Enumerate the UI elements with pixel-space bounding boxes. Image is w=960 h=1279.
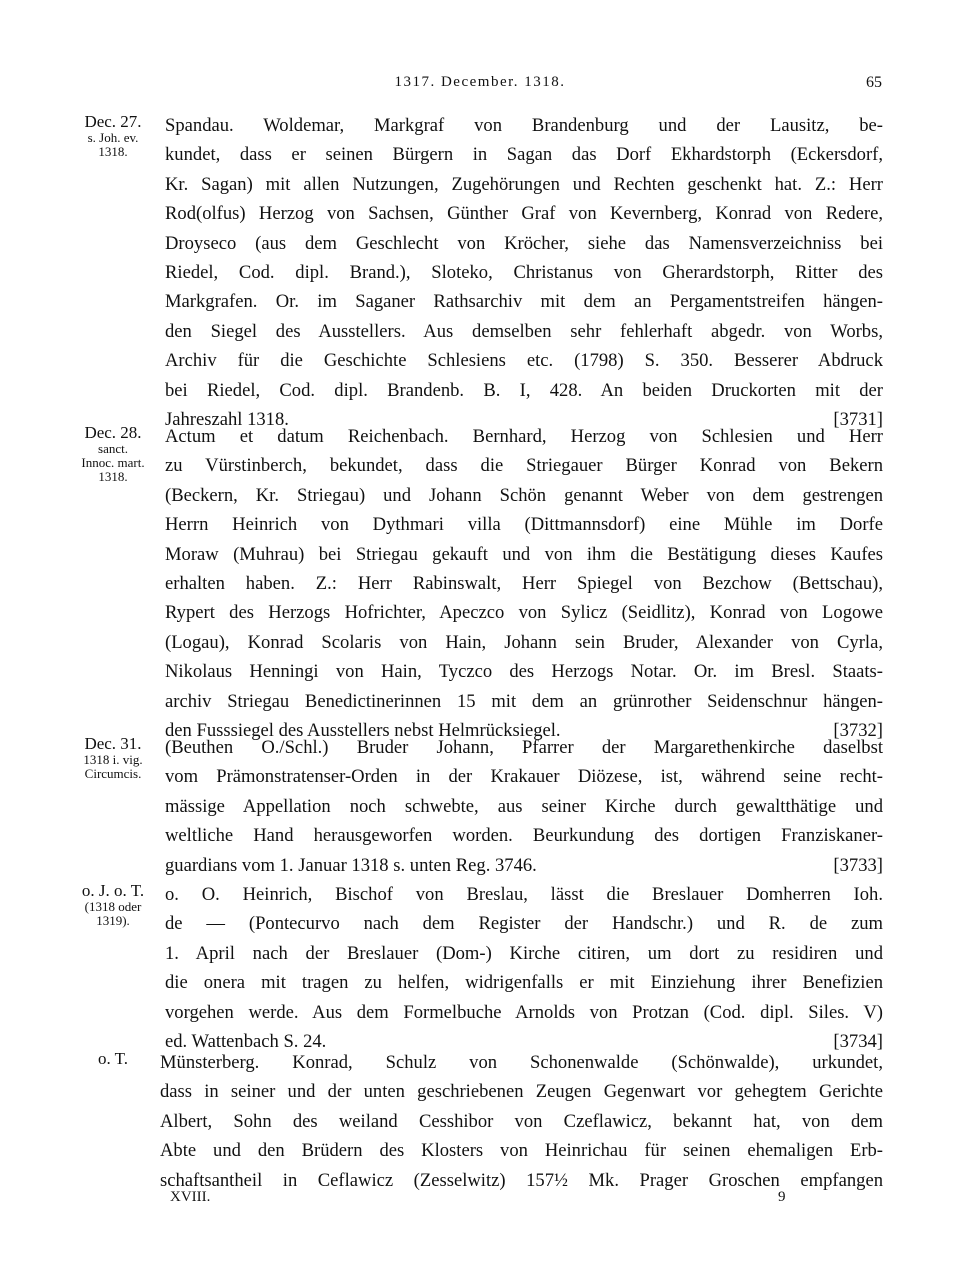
entry-text: Spandau. Woldemar, Markgraf von Brandenburg und der Lausitz, be- kundet, dass er seinen Bürgern in Sagan das Dorf Ekhardstorph (Eckersdorf, Kr. Sagan) mit allen Nutzungen, Zugehörungen und Rechten geschenkt hat. Z.: Herr Rod(olfus) Herzog von Sachsen, Günther Graf von Kevernberg, Konrad von Redere, Droyseco (aus dem Geschlecht von Kröcher, siehe das Namensverzeichniss bei Riedel, Cod. dipl. Brand.), Sloteko, Christanus von Gherardstorph, Ritter des Markgrafen. Or. im Saganer Rathsarchiv mit dem an Pergamentstreifen hängen- den Siegel des Ausstellers. Aus demselben sehr fehlerhaft abgedr. von Worbs, Archiv für die Geschichte Schlesiens etc. (1798) S. 350. Besserer Abdruck bei Riedel, Cod. dipl. Brandenb. B. I, 428. An beiden Druckorten mit der Jahreszahl 1318. [3731] [165, 111, 883, 434]
register-number: [3733] [833, 854, 883, 876]
entry-text: (Beuthen O./Schl.) Bruder Johann, Pfarrer der Margarethenkirche daselbst vom Prämonstratenser-Orden in der Krakauer Diözese, ist, während seine recht- mässige Appellation noch schwebte, aus seiner Kirche durch gewaltthätige und weltliche Hand herausgeworfen worden. Beurkundung des dortigen Franziskaner- guardians vom 1. Januar 1318 s. unten Reg. 3746. [3733] [165, 733, 883, 880]
running-title: 1317. December. 1318. [394, 74, 566, 90]
entry-date: Dec. 31. 1318 i. vig. Circumcis. [83, 734, 143, 782]
entry-date: o. T. [97, 1049, 129, 1068]
entry-date: o. J. o. T. (1318 oder 1319). [81, 881, 145, 929]
page-number: 65 [866, 74, 882, 91]
page-header [0, 74, 960, 98]
sheet-number: 9 [778, 1189, 786, 1205]
entry-text: o. O. Heinrich, Bischof von Breslau, lässt die Breslauer Domherren Ioh. de — (Pontecurvo nach dem Register der Handschr.) und R. de zum 1. April nach der Breslauer (Dom-) Kirche citiren, um dort zu residiren und die onera mit tragen zu helfen, widrigenfalls er mit Einziehung ihrer Benefizien vorgehen werde. Aus dem Formelbuche Arnolds von Protzan (Cod. dipl. Siles. V) ed. Wattenbach S. 24. [3734] [165, 880, 883, 1056]
entry-text: Münsterberg. Konrad, Schulz von Schonenwalde (Schönwalde), urkundet, dass in seiner und der unten geschriebenen Zeugen Gegenwart vor gehegtem Gerichte Albert, Sohn des weiland Cesshibor von Czeflawicz, bekannt hat, von dem Abte und den Brüdern des Klosters von Heinrichau für seinen ehemaligen Erb- schaftsantheil in Ceflawicz (Zesselwitz) 157½ Mk. Prager Groschen empfangen [160, 1052, 883, 1191]
page-footer [0, 1189, 960, 1209]
entry-date: Dec. 27. s. Joh. ev. 1318. [84, 112, 142, 160]
entry-date: Dec. 28. sanct. Innoc. mart. 1318. [81, 423, 145, 485]
register-number: [3732] [833, 720, 883, 742]
register-number: [3734] [833, 1031, 883, 1053]
sheet-signature: XVIII. [170, 1189, 211, 1205]
register-number: [3731] [833, 409, 883, 431]
entry-text: Actum et datum Reichenbach. Bernhard, Herzog von Schlesien und Herr zu Vürstinberch, bekundet, dass die Striegauer Bürger Konrad von Bekern (Beckern, Kr. Striegau) und Johann Schön genannt Weber von dem gestrengen Herrn Heinrich von Dythmari villa (Dittmannsdorf) eine Mühle im Dorfe Moraw (Muhrau) bei Striegau gekauft und von ihm die Bestätigung dieses Kaufes erhalten haben. Z.: Herr Rabinswalt, Herr Spiegel von Bezchow (Bettschau), Rypert des Herzogs Hofrichter, Apeczco von Sylicz (Seidlitz), Konrad von Logowe (Logau), Konrad Scolaris von Hain, Johann sein Bruder, Alexander von Cyrla, Nikolaus Henningi von Hain, Tyczco des Herzogs Notar. Or. im Bresl. Staats- archiv Striegau Benedictinerinnen 15 mit dem an grünrother Seidenschnur hängen- den Fusssiegel des Ausstellers nebst Helmrücksiegel. [3732] [165, 422, 883, 745]
